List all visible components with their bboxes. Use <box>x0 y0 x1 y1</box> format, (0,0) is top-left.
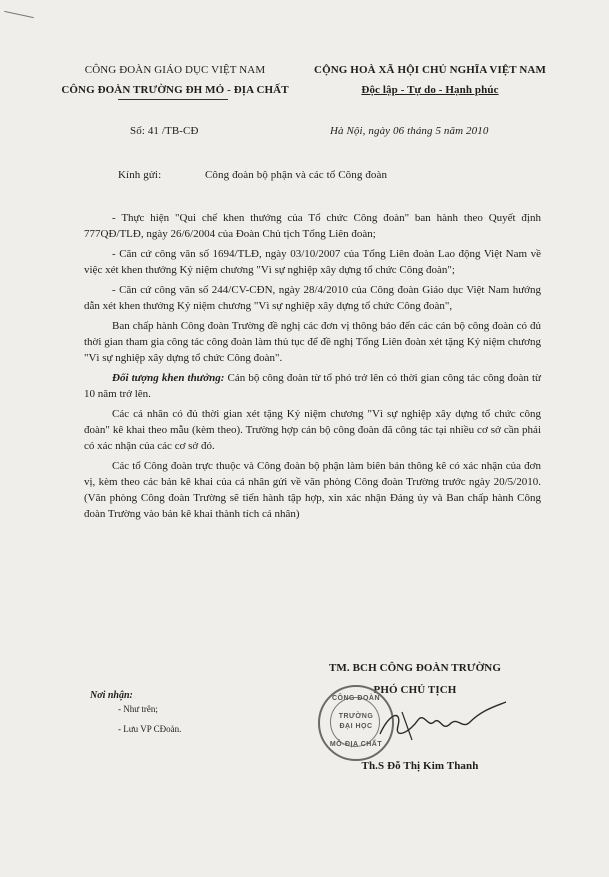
address-label: Kính gửi: <box>118 169 162 181</box>
document-number: Số: 41 /TB-CĐ <box>130 125 199 137</box>
address-recipient: Công đoàn bộ phận và các tổ Công đoàn <box>205 169 388 181</box>
stamp-bottom-text: MỎ-ĐỊA CHẤT <box>329 741 383 748</box>
place-date: Hà Nội, ngày 06 tháng 5 năm 2010 <box>330 125 489 137</box>
document-body <box>84 210 541 526</box>
recipients-list <box>118 704 181 744</box>
scan-artifact-line <box>4 11 34 18</box>
handwritten-signature <box>372 692 512 752</box>
org-line-1: CÔNG ĐOÀN GIÁO DỤC VIỆT NAM <box>84 64 266 76</box>
stamp-middle-text: TRƯỜNG <box>338 713 374 720</box>
signature-title: PHÓ CHỦ TỊCH <box>373 684 457 696</box>
recipient-item: - Như trên; <box>118 704 158 714</box>
recipients-label: Nơi nhận: <box>90 690 133 701</box>
recipient-item: - Lưu VP CĐoàn. <box>118 724 182 734</box>
paragraph-1: - Thực hiện "Qui chế khen thưởng của Tổ chức Công đoàn" ban hành theo Quyết định 777QĐ/TLĐ, ngày 26/6/2004 của Đoàn Chủ tịch Tổng Liên đoàn; <box>84 212 541 240</box>
stamp-top-text: CÔNG ĐOÀN <box>331 695 381 702</box>
paragraph-2: - Căn cứ công văn số 1694/TLĐ, ngày 03/10/2007 của Tổng Liên đoàn Lao động Việt Nam về việc xét khen thưởng Kỷ niệm chương "Vì sự nghiệp xây dựng tổ chức Công đoàn"; <box>84 248 541 276</box>
org-line-2: CÔNG ĐOÀN TRƯỜNG ĐH MỎ - ĐỊA CHẤT <box>61 84 289 96</box>
target-text: Cán bộ công đoàn từ tổ phó trở lên có thời gian công tác công đoàn từ 10 năm trở lên. <box>84 372 541 400</box>
paragraph-6: Các cá nhân có đủ thời gian xét tặng Kỷ niệm chương "Vì sự nghiệp xây dựng tổ chức công đoàn" kê khai theo mẫu (kèm theo). Trường hợp cán bộ công đoàn đã công tác tại nhiều cơ sở cần phải có xác nhận của các cơ sở đó. <box>84 408 541 452</box>
paragraph-7: Các tổ Công đoàn trực thuộc và Công đoàn bộ phận làm biên bản thông kê có xác nhận của đơn vị, kèm theo các bản kê khai của cá nhân gửi về văn phòng Công đoàn Trường trước ngày 20/5/2010. (Văn phòng Công đoàn Trường sẽ tiến hành tập hợp, xin xác nhận Đảng ủy và Ban chấp hành Công đoàn Trường vào bản kê khai thành tích cá nhân) <box>84 460 541 520</box>
signer-name: Th.S Đỗ Thị Kim Thanh <box>361 760 479 772</box>
paragraph-5 <box>84 370 541 402</box>
paragraph-3: - Căn cứ công văn số 244/CV-CĐN, ngày 28/4/2010 của Công đoàn Giáo dục Việt Nam hướng dẫn xét khen thưởng Kỷ niệm chương "Vì sự nghiệp xây dựng tổ chức Công đoàn", <box>84 284 541 312</box>
paragraph-4: Ban chấp hành Công đoàn Trường đề nghị các đơn vị thông báo đến các cán bộ công đoàn có đủ thời gian tham gia công tác công đoàn làm thủ tục để đề nghị Tổng Liên đoàn xét tặng Kỷ niệm chương "Vì sự nghiệp xây dựng tổ chức Công đoàn". <box>84 320 541 364</box>
signature-org: TM. BCH CÔNG ĐOÀN TRƯỜNG <box>329 662 501 674</box>
nation-line-2: Độc lập - Tự do - Hạnh phúc <box>361 84 499 96</box>
org-underline <box>118 99 228 100</box>
nation-line-1: CỘNG HOÀ XÃ HỘI CHỦ NGHĨA VIỆT NAM <box>314 64 546 76</box>
target-label: Đối tượng khen thưởng: <box>112 372 225 384</box>
stamp-middle-text-2: ĐẠI HỌC <box>339 723 373 730</box>
